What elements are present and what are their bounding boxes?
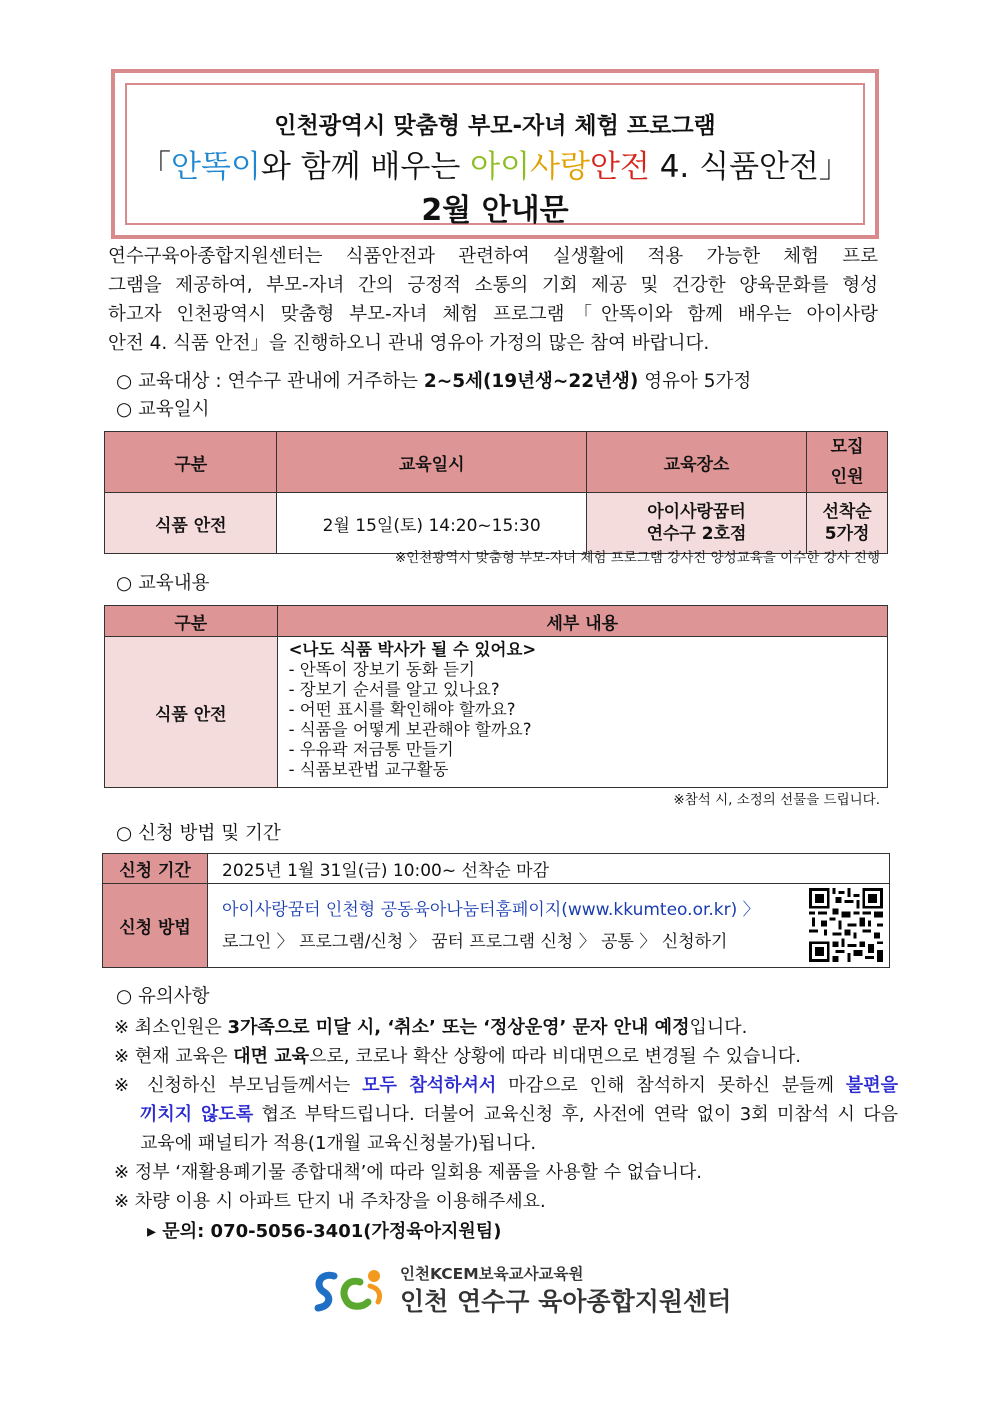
schedule-datetime: 2월 15일(토) 14:20~15:30 [277,493,586,554]
caution-disposable: ※ 정부 ‘재활용폐기물 종합대책’에 따라 일회용 제품을 사용할 수 없습니다. [114,1162,702,1183]
caution-penalty: 교육에 패널티가 적용(1개월 교육신청불가)됩니다. [140,1133,537,1154]
capacity-line: 5가정 [824,524,870,544]
schedule-capacity [807,493,888,554]
center-logo-icon [312,1266,392,1316]
content-title: <나도 식품 박사가 될 수 있어요> [288,640,537,659]
caution-parking: ※ 차량 이용 시 아파트 단지 내 주차장을 이용해주세요. [114,1191,546,1212]
apply-method-label: 신청 방법 [103,884,208,968]
schedule-category: 식품 안전 [105,493,277,554]
caution-attendance [114,1071,898,1097]
target-suffix: 영유아 5가정 [638,371,752,392]
content-item: - 식품보관법 교구활동 [288,760,449,779]
schedule-header-datetime: 교육일시 [277,432,586,493]
content-detail [277,637,887,788]
intro-line: 하고자 인천광역시 맞춤형 부모-자녀 체험 프로그램「안똑이와 함께 배우는 아이사랑 [108,304,878,325]
title-inner-frame [125,83,865,228]
notice-title: 2월 안내문 [421,193,569,228]
content-item: - 식품을 어떻게 보관해야 할까요? [288,720,532,739]
capacity-header-line: 인원 [830,467,864,487]
content-header-category: 구분 [105,606,278,637]
intro-line: 안전 4. 식품 안전」을 진행하오니 관내 영유아 가정의 많은 참여 바랍니다. [108,333,710,354]
caution-in-person [114,1042,801,1068]
schedule-note: ※인천광역시 맞춤형 부모-자녀 체험 프로그램 강사진 양성교육을 이수한 강사 진행 [394,550,880,566]
content-table [104,605,888,788]
caution-attendance-cont [140,1100,898,1126]
subtitle-sarang: 사랑 [530,149,590,185]
apply-table [102,853,890,968]
capacity-header-line: 모집 [830,437,864,457]
caution-text: 으로, 코로나 확산 상황에 따라 비대면으로 변경될 수 있습니다. [309,1046,801,1067]
intro-line: 그램을 제공하여, 부모-자녀 간의 긍정적 소통의 기회 제공 및 건강한 양육문화를 형성 [108,275,878,296]
caution-text: ※ 현재 교육은 [114,1046,234,1067]
apply-method-value [208,884,890,968]
target-age: 2~5세(19년생~22년생) [423,371,639,392]
apply-period-value: 2025년 1월 31일(금) 10:00~ 선착순 마감 [208,854,890,884]
content-category: 식품 안전 [105,637,278,788]
contact-info: ▸ 문의: 070-5056-3401(가정육아지원팀) [147,1221,502,1242]
content-item: - 장보기 순서를 알고 있나요? [288,680,500,699]
caution-emphasis: 모두 참석하셔서 [362,1075,497,1096]
qr-code-icon[interactable] [809,888,883,962]
schedule-header-capacity [807,432,888,493]
subtitle-mid: 와 함께 배우는 [260,149,471,185]
caution-text: ※ 최소인원은 [114,1017,228,1038]
caution-min-participants [114,1013,747,1039]
caution-text: 입니다. [689,1017,748,1038]
subtitle-andduk: 안똑이 [171,149,261,185]
intro-line: 연수구육아종합지원센터는 식품안전과 관련하여 실생활에 적용 가능한 체험 프로 [108,246,878,267]
logo-title: 인천 연수구 육아종합지원센터 [400,1287,732,1316]
caution-emphasis: 대면 교육 [233,1046,310,1067]
subtitle-rest: 4. 식품안전」 [649,149,850,185]
caution-heading: ○ 유의사항 [116,986,210,1007]
program-subtitle [127,141,863,186]
intro-paragraph [108,242,878,358]
subtitle-bracket: 「 [140,149,172,185]
apply-heading: ○ 신청 방법 및 기간 [116,823,281,844]
caution-text: 협조 부탁드립니다. 더불어 교육신청 후, 사전에 연락 없이 3회 미참석 시 다음 [253,1104,898,1125]
logo-subtitle: 인천KCEM보육교사교육원 [400,1265,584,1283]
schedule-header-place: 교육장소 [586,432,806,493]
place-line: 연수구 2호점 [646,524,747,544]
caution-emphasis: 끼치지 않도록 [140,1104,254,1125]
content-header-detail: 세부 내용 [277,606,887,637]
content-heading: ○ 교육내용 [116,573,210,594]
capacity-line: 선착순 [822,502,872,522]
title-frame [111,69,879,239]
target-prefix: ○ 교육대상 : 연수구 관내에 거주하는 [116,371,424,392]
caution-emphasis: 3가족으로 미달 시, ‘취소’ 또는 ‘정상운영’ 문자 안내 예정 [227,1017,690,1038]
schedule-heading: ○ 교육일시 [116,399,210,420]
subtitle-anjeon: 안전 [589,149,650,185]
caution-text: ※ 신청하신 부모님들께서는 [114,1075,363,1096]
schedule-place [586,493,806,554]
apply-steps: 로그인 〉 프로그램/신청 〉 꿈터 프로그램 신청 〉 공통 〉 신청하기 [222,931,728,952]
program-title: 인천광역시 맞춤형 부모-자녀 체험 프로그램 [274,113,716,139]
schedule-header-category: 구분 [105,432,277,493]
apply-period-label: 신청 기간 [103,854,208,884]
caution-text: 마감으로 인해 참석하지 못하신 분들께 [496,1075,846,1096]
apply-website-link[interactable]: 아이사랑꿈터 인천형 공동육아나눔터홈페이지(www.kkumteo.or.kr) 〉 [222,899,760,920]
caution-emphasis: 불편을 [845,1075,899,1096]
education-target [116,367,751,393]
subtitle-ai: 아이 [470,149,531,185]
content-item: - 어떤 표시를 확인해야 할까요? [288,700,516,719]
content-item: - 우유곽 저금통 만들기 [288,740,454,759]
place-line: 아이사랑꿈터 [647,502,746,522]
content-item: - 안똑이 장보기 동화 듣기 [288,660,475,679]
content-note: ※참석 시, 소정의 선물을 드립니다. [673,792,880,808]
schedule-table [104,431,888,554]
